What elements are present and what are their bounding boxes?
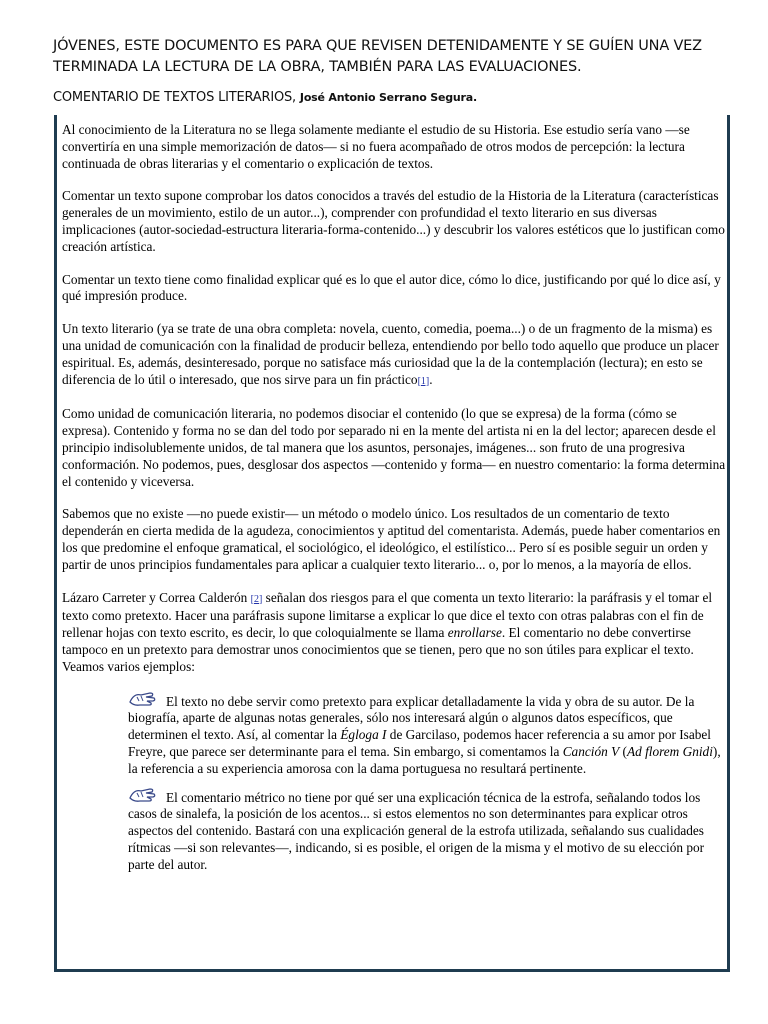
paragraph-1: Al conocimiento de la Literatura no se llega solamente mediante el estudio de su Historia. Ese estudio sería vano —se convertiría en una simple memorización de datos— si no fuera acompañado de otros modos de percepción: la lectura continuada de obras literarias y el comentario o explicación de textos. xyxy=(62,122,690,171)
paragraph-7 xyxy=(62,590,726,676)
paragraph-3: Comentar un texto tiene como finalidad explicar qué es lo que el autor dice, cómo lo dice, justificando por qué lo dice así, y qué impresión produce. xyxy=(62,271,721,304)
paragraph-5: Como unidad de comunicación literaria, no podemos disociar el contenido (lo que se expresa) de la forma (cómo se expresa). Contenido y forma no se dan del todo por separado ni en la mente del artista ni en la del lector; aparecen desde el principio indisolublemente unidos, de tal manera que los asuntos, personajes, imágenes... son fruto de una progresiva conformación. No podemos, pues, desglosar dos aspectos —contenido y forma— en nuestro comentario: la forma determina el contenido y viceversa. xyxy=(62,406,726,489)
document-subtitle xyxy=(53,90,753,105)
footnote-link-2[interactable]: [2] xyxy=(250,593,263,605)
document-body xyxy=(62,122,726,881)
example-1-c: ( xyxy=(619,743,627,759)
paragraph-7-em: enrollarse xyxy=(447,625,502,641)
paragraph-4 xyxy=(62,321,726,390)
hand-pointer-icon xyxy=(128,690,158,708)
subtitle-author: José Antonio Serrano Segura. xyxy=(299,91,477,104)
hand-pointer-icon xyxy=(128,786,158,804)
example-1-a: El texto no debe servir como pretexto para explicar detalladamente la vida y obra de su autor. De la biografía, aparte de algunas notas generales, sólo nos interesará algún o algunos datos específicos, que determinen el texto. Así, al comentar la xyxy=(128,693,695,743)
example-1-d: ), la referencia a su experiencia amorosa con la dama portuguesa no resultará pertinente. xyxy=(128,743,721,776)
footnote-link-1[interactable]: [1] xyxy=(417,375,430,387)
paragraph-4-end: . xyxy=(429,371,433,387)
subtitle-title: COMENTARIO DE TEXTOS LITERARIOS, xyxy=(53,90,296,105)
examples-list xyxy=(128,690,726,874)
heading-line-2: TERMINADA LA LECTURA DE LA OBRA, TAMBIÉN PARA LAS EVALUACIONES. xyxy=(53,59,582,75)
document-heading xyxy=(53,36,753,78)
heading-line-1: JÓVENES, ESTE DOCUMENTO ES PARA QUE REVISEN DETENIDAMENTE Y SE GUÍEN UNA VEZ xyxy=(53,38,702,54)
example-2-text: El comentario métrico no tiene por qué ser una explicación técnica de la estrofa, señalando todos los casos de sinalefa, la posición de los acentos... si estos elementos no son determinantes para explicar otros aspectos del contenido. Bastará con una explicación general de la estrofa utilizada, señalando sus cualidades rítmicas —si son relevantes—, indicando, si es posible, el origen de la misma y el motivo de su elección por parte del autor. xyxy=(128,789,705,872)
example-2 xyxy=(128,786,726,874)
example-1-em2: Canción V xyxy=(562,743,620,759)
example-1-em3: Ad florem Gnidi xyxy=(626,743,713,759)
paragraph-7-b: señalan dos riesgos para el que comenta un texto literario: la paráfrasis y el tomar el texto como pretexto. Hacer una paráfrasis supone limitarse a explicar lo que dice el texto con otras palabras con el fin de rellenar hojas con texto escrito, es decir, lo que coloquialmente se llama xyxy=(62,589,713,641)
paragraph-7-a: Lázaro Carreter y Correa Calderón xyxy=(62,589,248,605)
example-1-b: de Garcilaso, podemos hacer referencia a su amor por Isabel Freyre, que parece ser determinante para el tema. Sin embargo, si comentamos la xyxy=(128,727,711,759)
paragraph-2: Comentar un texto supone comprobar los datos conocidos a través del estudio de la Historia de la Literatura (características generales de un movimiento, estilo de un autor...), comprender con profundidad el texto literario en sus diversas implicaciones (autor-sociedad-estructura literaria-forma-contenido...) y descubrir los valores estéticos que lo justifican como creación artística. xyxy=(62,188,725,254)
paragraph-7-c: . El comentario no debe convertirse tampoco en un pretexto para demostrar unos conocimientos que se tienen, pero que no son útiles para explicar el texto. Veamos varios ejemplos: xyxy=(62,625,694,674)
example-1 xyxy=(128,690,726,778)
paragraph-4-text: Un texto literario (ya se trate de una obra completa: novela, cuento, comedia, poema...) o de un fragmento de la misma) es una unidad de comunicación con la finalidad de producir belleza, entendiendo por bello todo aquello que produce un placer espiritual. Es, además, desinteresado, porque no satisface más curiosidad que la de la contemplación (lectura); en esto se diferencia de lo útil o interesado, que nos sirve para un fin práctico xyxy=(62,321,719,387)
paragraph-6: Sabemos que no existe —no puede existir— un método o modelo único. Los resultados de un comentario de texto dependerán en cierta medida de la agudeza, conocimientos y aptitud del comentarista. Además, puede haber comentarios en los que predomine el enfoque gramatical, el sociológico, el ideológico, el estilístico... Pero sí es posible seguir un orden y partir de unos principios fundamentales para aplicar a cualquier texto literario... o, por lo menos, a la mayoría de ellos. xyxy=(62,506,721,572)
example-1-em1: Égloga I xyxy=(340,727,387,743)
